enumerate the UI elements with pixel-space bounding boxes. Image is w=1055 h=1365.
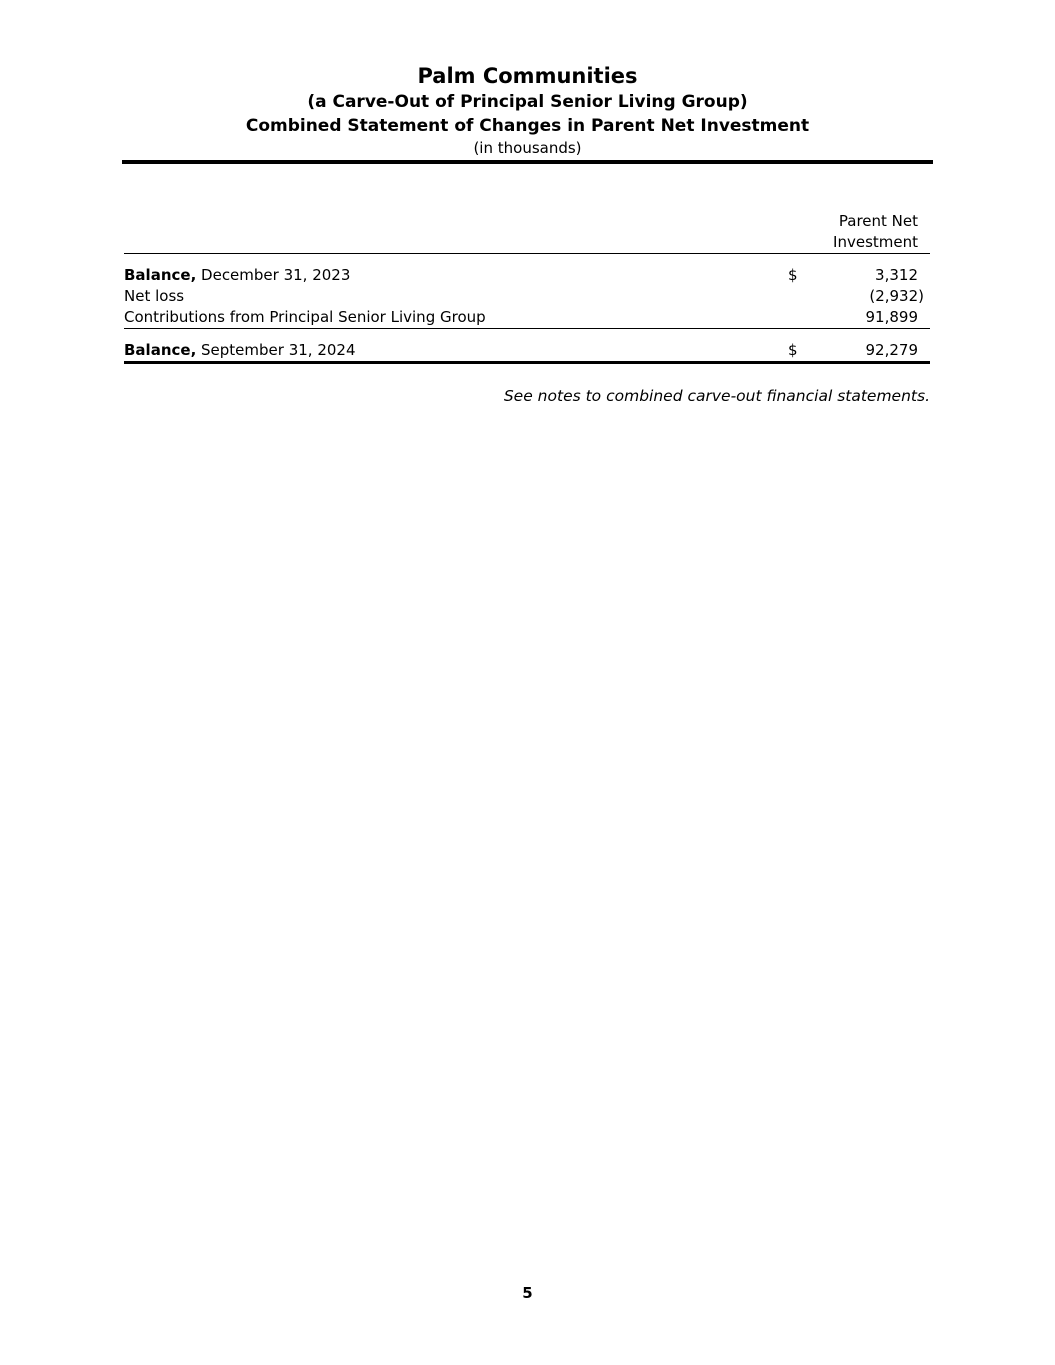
carve-out-subtitle: (a Carve-Out of Principal Senior Living Group): [307, 92, 748, 112]
row-amount: 3,312: [875, 266, 918, 284]
header-divider: [122, 160, 933, 164]
table-row: [124, 307, 930, 328]
table-row: [124, 265, 930, 286]
row-amount: 92,279: [865, 341, 918, 359]
row-label: Balance, December 31, 2023: [124, 266, 351, 284]
column-header-line2: Investment: [833, 233, 918, 251]
footnote: See notes to combined carve-out financial statements.: [503, 387, 930, 405]
row-label: Contributions from Principal Senior Living Group: [124, 308, 486, 326]
company-name: Palm Communities: [417, 64, 638, 88]
table-row: [124, 286, 930, 307]
subtotal-rule: [124, 328, 930, 329]
currency-symbol: $: [788, 266, 798, 284]
column-header-rule: [124, 253, 930, 254]
row-amount: 91,899: [865, 308, 918, 326]
page-number: 5: [522, 1284, 533, 1302]
statement-title: Combined Statement of Changes in Parent Net Investment: [245, 116, 810, 136]
column-header: [810, 211, 918, 253]
currency-symbol: $: [788, 341, 798, 359]
row-label: Net loss: [124, 287, 185, 305]
statement-header: [122, 62, 933, 158]
total-rule: [124, 361, 930, 364]
units-note: (in thousands): [473, 139, 582, 157]
row-amount: (2,932): [869, 287, 924, 305]
column-header-line1: Parent Net: [838, 212, 918, 230]
row-label: Balance, September 31, 2024: [124, 341, 356, 359]
table-row: [124, 340, 930, 361]
